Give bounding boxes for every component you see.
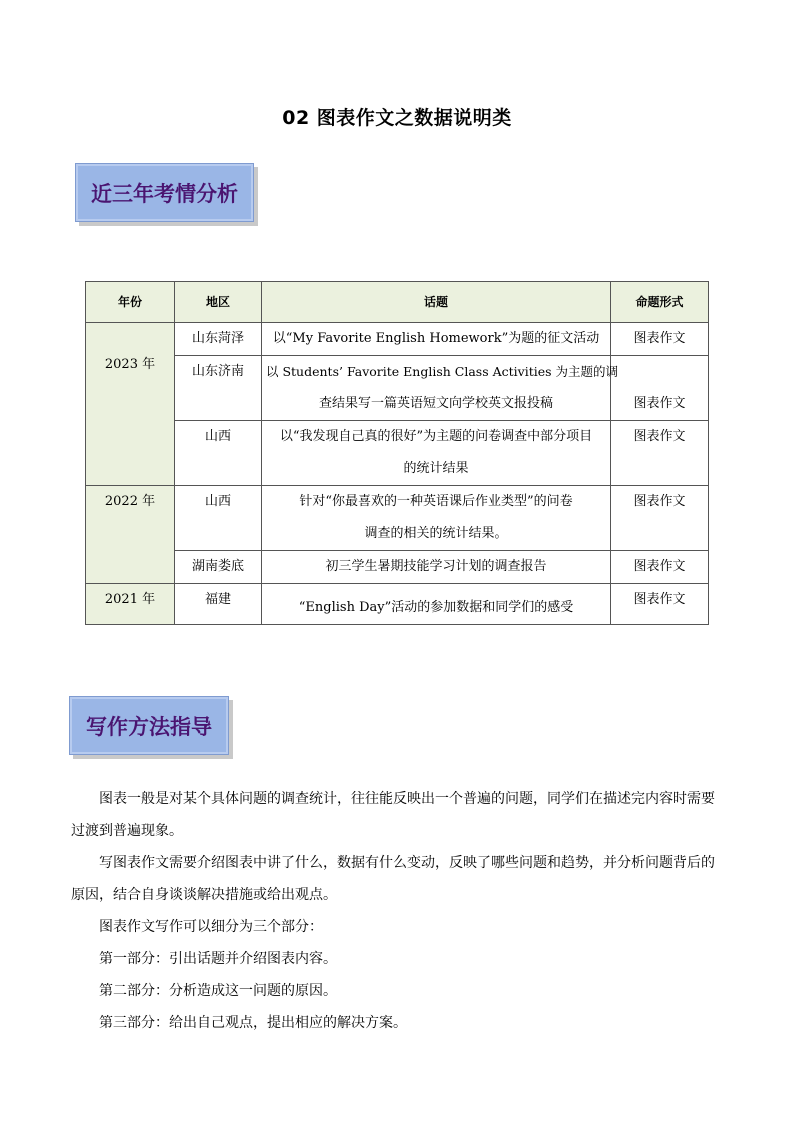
topic-line: 调查的相关的统计结果。	[364, 526, 508, 541]
header-topic: 话题	[262, 282, 611, 323]
topic-cell: 以“My Favorite English Homework”为题的征文活动	[262, 323, 611, 356]
topic-cell: 初三学生暑期技能学习计划的调查报告	[262, 551, 611, 584]
region-cell: 福建	[175, 584, 262, 625]
region-cell: 山西	[175, 486, 262, 551]
header-form: 命题形式	[611, 282, 709, 323]
table-row	[86, 486, 709, 551]
table-row	[86, 421, 709, 486]
page-title: 02 图表作文之数据说明类	[282, 107, 512, 129]
paragraph: 第一部分：引出话题并介绍图表内容。	[99, 951, 337, 967]
region-cell: 山东济南	[175, 356, 262, 421]
paragraph: 第二部分：分析造成这一问题的原因。	[99, 983, 337, 999]
topic-line: 针对“你最喜欢的一种英语课后作业类型”的问卷	[299, 494, 573, 509]
topic-cell	[262, 486, 611, 551]
form-cell: 图表作文	[611, 584, 709, 625]
year-cell: 2021 年	[86, 584, 175, 625]
form-cell: 图表作文	[611, 421, 709, 486]
topic-line: 的统计结果	[403, 461, 469, 476]
paragraph-continuation: 过渡到普遍现象。	[71, 823, 183, 839]
topic-cell	[262, 356, 619, 421]
region-cell: 湖南娄底	[175, 551, 262, 584]
paragraph: 写图表作文需要介绍图表中讲了什么，数据有什么变动，反映了哪些问题和趋势，并分析问题背后的	[99, 855, 715, 871]
paragraph-continuation: 原因，结合自身谈谈解决措施或给出观点。	[71, 887, 337, 903]
table-row	[86, 584, 709, 625]
section-heading-writing-method: 写作方法指导	[69, 696, 229, 755]
form-cell: 图表作文	[611, 551, 709, 584]
year-cell: 2022 年	[86, 486, 175, 584]
guidance-text	[71, 783, 729, 1039]
table-row	[86, 356, 709, 421]
topic-cell	[262, 421, 611, 486]
year-cell: 2023 年	[86, 323, 175, 486]
region-cell: 山西	[175, 421, 262, 486]
exam-topics-table	[85, 281, 709, 625]
topic-line: 查结果写一篇英语短文向学校英文报投稿	[318, 396, 553, 411]
form-cell: 图表作文	[611, 323, 709, 356]
paragraph: 图表一般是对某个具体问题的调查统计，往往能反映出一个普遍的问题，同学们在描述完内容时需要	[99, 791, 715, 807]
form-cell: 图表作文	[611, 356, 709, 421]
topic-cell: “English Day”活动的参加数据和同学们的感受	[262, 584, 611, 625]
header-year: 年份	[86, 282, 175, 323]
table-header-row	[86, 282, 709, 323]
header-region: 地区	[175, 282, 262, 323]
section-heading-exam-analysis: 近三年考情分析	[75, 163, 254, 222]
paragraph: 图表作文写作可以细分为三个部分：	[99, 919, 323, 935]
region-cell: 山东菏泽	[175, 323, 262, 356]
topic-line: 以“我发现自己真的很好”为主题的问卷调查中部分项目	[279, 429, 593, 444]
form-cell: 图表作文	[611, 486, 709, 551]
topic-line: 以 Students’ Favorite English Class Activities 为主题的调	[266, 364, 619, 379]
table-row	[86, 551, 709, 584]
table-row	[86, 323, 709, 356]
paragraph: 第三部分：给出自己观点，提出相应的解决方案。	[99, 1015, 407, 1031]
